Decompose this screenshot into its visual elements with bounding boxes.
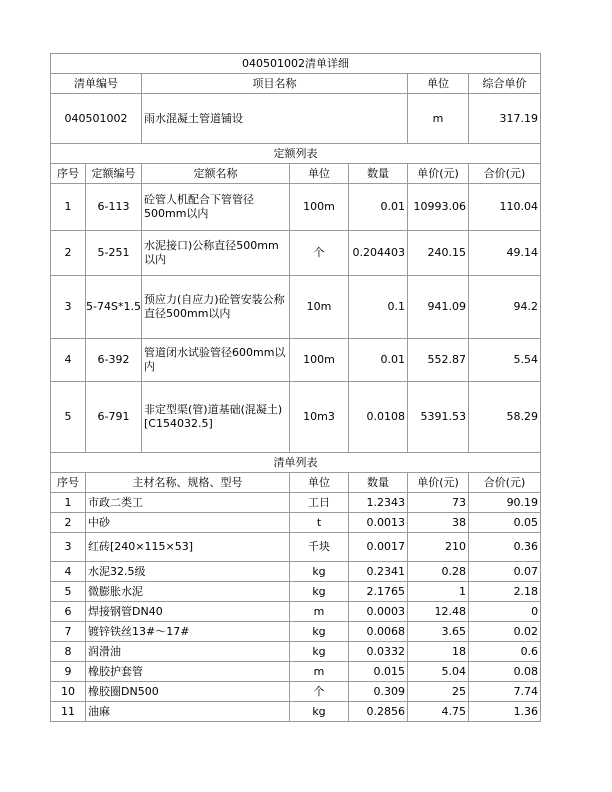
row-name: 中砂 xyxy=(86,513,290,533)
quota-title: 定额列表 xyxy=(51,144,541,164)
row-qty: 0.2341 xyxy=(349,562,408,582)
row-qty: 0.0108 xyxy=(349,382,408,453)
row-code: 6-791 xyxy=(86,382,142,453)
row-price: 4.75 xyxy=(408,702,469,722)
row-unit: 千块 xyxy=(290,533,349,562)
table-row xyxy=(51,184,541,231)
col-header: 序号 xyxy=(51,164,86,184)
col-header: 数量 xyxy=(349,164,408,184)
row-name: 市政二类工 xyxy=(86,493,290,513)
row-name: 预应力(自应力)砼管安装公称直径500mm以内 xyxy=(142,276,290,339)
row-total: 7.74 xyxy=(469,682,541,702)
row-unit: kg xyxy=(290,622,349,642)
row-qty: 0.0013 xyxy=(349,513,408,533)
row-qty: 0.015 xyxy=(349,662,408,682)
col-header: 主材名称、规格、型号 xyxy=(86,473,290,493)
summary-table xyxy=(50,53,541,144)
row-price: 552.87 xyxy=(408,339,469,382)
row-unit: 100m xyxy=(290,339,349,382)
row-unit: 10m xyxy=(290,276,349,339)
row-no: 4 xyxy=(51,339,86,382)
quota-table xyxy=(50,143,541,453)
row-name: 非定型渠(管)道基础(混凝土)[C154032.5] xyxy=(142,382,290,453)
row-total: 0 xyxy=(469,602,541,622)
table-row xyxy=(51,276,541,339)
col-header: 单位 xyxy=(290,473,349,493)
summary-title: 040501002清单详细 xyxy=(51,54,541,74)
summary-price: 317.19 xyxy=(469,94,541,144)
row-total: 5.54 xyxy=(469,339,541,382)
col-header: 单价(元) xyxy=(408,164,469,184)
row-unit: kg xyxy=(290,582,349,602)
table-row xyxy=(51,622,541,642)
row-price: 1 xyxy=(408,582,469,602)
row-unit: kg xyxy=(290,562,349,582)
row-qty: 0.1 xyxy=(349,276,408,339)
row-name: 红砖[240×115×53] xyxy=(86,533,290,562)
col-header: 定额编号 xyxy=(86,164,142,184)
table-row xyxy=(51,533,541,562)
row-qty: 0.0003 xyxy=(349,602,408,622)
row-price: 73 xyxy=(408,493,469,513)
row-name: 橡胶护套管 xyxy=(86,662,290,682)
row-unit: kg xyxy=(290,642,349,662)
row-unit: t xyxy=(290,513,349,533)
table-row xyxy=(51,382,541,453)
summary-name: 雨水混凝土管道铺设 xyxy=(142,94,408,144)
table-row xyxy=(51,642,541,662)
table-row xyxy=(51,662,541,682)
row-code: 6-113 xyxy=(86,184,142,231)
col-header: 定额名称 xyxy=(142,164,290,184)
row-no: 3 xyxy=(51,276,86,339)
row-no: 6 xyxy=(51,602,86,622)
quota-header-row xyxy=(51,164,541,184)
row-qty: 0.309 xyxy=(349,682,408,702)
col-header: 单位 xyxy=(290,164,349,184)
row-total: 90.19 xyxy=(469,493,541,513)
row-total: 0.6 xyxy=(469,642,541,662)
row-total: 1.36 xyxy=(469,702,541,722)
row-qty: 0.01 xyxy=(349,339,408,382)
row-total: 0.02 xyxy=(469,622,541,642)
row-price: 3.65 xyxy=(408,622,469,642)
row-name: 镀锌铁丝13#～17# xyxy=(86,622,290,642)
row-total: 0.05 xyxy=(469,513,541,533)
row-qty: 0.01 xyxy=(349,184,408,231)
row-no: 7 xyxy=(51,622,86,642)
row-price: 18 xyxy=(408,642,469,662)
row-price: 210 xyxy=(408,533,469,562)
row-qty: 0.0332 xyxy=(349,642,408,662)
table-row xyxy=(51,682,541,702)
col-header: 清单编号 xyxy=(51,74,142,94)
row-price: 5391.53 xyxy=(408,382,469,453)
summary-header-row xyxy=(51,74,541,94)
row-name: 水泥接口)公称直径500mm以内 xyxy=(142,231,290,276)
col-header: 数量 xyxy=(349,473,408,493)
row-no: 10 xyxy=(51,682,86,702)
row-total: 110.04 xyxy=(469,184,541,231)
row-total: 2.18 xyxy=(469,582,541,602)
row-qty: 0.204403 xyxy=(349,231,408,276)
materials-table xyxy=(50,452,541,722)
row-no: 8 xyxy=(51,642,86,662)
row-price: 240.15 xyxy=(408,231,469,276)
row-total: 58.29 xyxy=(469,382,541,453)
table-row xyxy=(51,339,541,382)
row-qty: 0.0068 xyxy=(349,622,408,642)
col-header: 序号 xyxy=(51,473,86,493)
row-qty: 0.2856 xyxy=(349,702,408,722)
row-qty: 0.0017 xyxy=(349,533,408,562)
row-price: 38 xyxy=(408,513,469,533)
row-no: 5 xyxy=(51,382,86,453)
row-total: 0.07 xyxy=(469,562,541,582)
row-total: 0.08 xyxy=(469,662,541,682)
row-price: 10993.06 xyxy=(408,184,469,231)
row-name: 微膨胀水泥 xyxy=(86,582,290,602)
row-unit: 100m xyxy=(290,184,349,231)
row-total: 94.2 xyxy=(469,276,541,339)
row-code: 5-74S*1.5 xyxy=(86,276,142,339)
row-unit: kg xyxy=(290,702,349,722)
row-name: 水泥32.5级 xyxy=(86,562,290,582)
materials-title: 清单列表 xyxy=(51,453,541,473)
row-total: 0.36 xyxy=(469,533,541,562)
row-qty: 1.2343 xyxy=(349,493,408,513)
row-unit: 工日 xyxy=(290,493,349,513)
row-no: 5 xyxy=(51,582,86,602)
col-header: 单位 xyxy=(408,74,469,94)
row-no: 3 xyxy=(51,533,86,562)
row-code: 5-251 xyxy=(86,231,142,276)
row-unit: 10m3 xyxy=(290,382,349,453)
row-name: 管道闭水试验管径600mm以内 xyxy=(142,339,290,382)
row-unit: m xyxy=(290,602,349,622)
table-row xyxy=(51,602,541,622)
row-price: 5.04 xyxy=(408,662,469,682)
row-no: 4 xyxy=(51,562,86,582)
materials-header-row xyxy=(51,473,541,493)
row-unit: m xyxy=(290,662,349,682)
row-no: 1 xyxy=(51,493,86,513)
table-row xyxy=(51,702,541,722)
row-name: 橡胶圈DN500 xyxy=(86,682,290,702)
row-no: 9 xyxy=(51,662,86,682)
table-row xyxy=(51,513,541,533)
col-header: 合价(元) xyxy=(469,473,541,493)
col-header: 合价(元) xyxy=(469,164,541,184)
summary-unit: m xyxy=(408,94,469,144)
row-unit: 个 xyxy=(290,682,349,702)
table-row xyxy=(51,562,541,582)
row-no: 11 xyxy=(51,702,86,722)
row-name: 焊接钢管DN40 xyxy=(86,602,290,622)
col-header: 单价(元) xyxy=(408,473,469,493)
row-total: 49.14 xyxy=(469,231,541,276)
table-row xyxy=(51,582,541,602)
summary-code: 040501002 xyxy=(51,94,142,144)
row-price: 25 xyxy=(408,682,469,702)
row-unit: 个 xyxy=(290,231,349,276)
row-price: 941.09 xyxy=(408,276,469,339)
row-no: 2 xyxy=(51,513,86,533)
col-header: 项目名称 xyxy=(142,74,408,94)
table-row xyxy=(51,231,541,276)
row-name: 砼管人机配合下管管径500mm以内 xyxy=(142,184,290,231)
table-row xyxy=(51,493,541,513)
row-name: 油麻 xyxy=(86,702,290,722)
col-header: 综合单价 xyxy=(469,74,541,94)
row-qty: 2.1765 xyxy=(349,582,408,602)
row-code: 6-392 xyxy=(86,339,142,382)
row-no: 2 xyxy=(51,231,86,276)
row-name: 润滑油 xyxy=(86,642,290,662)
row-no: 1 xyxy=(51,184,86,231)
row-price: 0.28 xyxy=(408,562,469,582)
summary-row xyxy=(51,94,541,144)
row-price: 12.48 xyxy=(408,602,469,622)
